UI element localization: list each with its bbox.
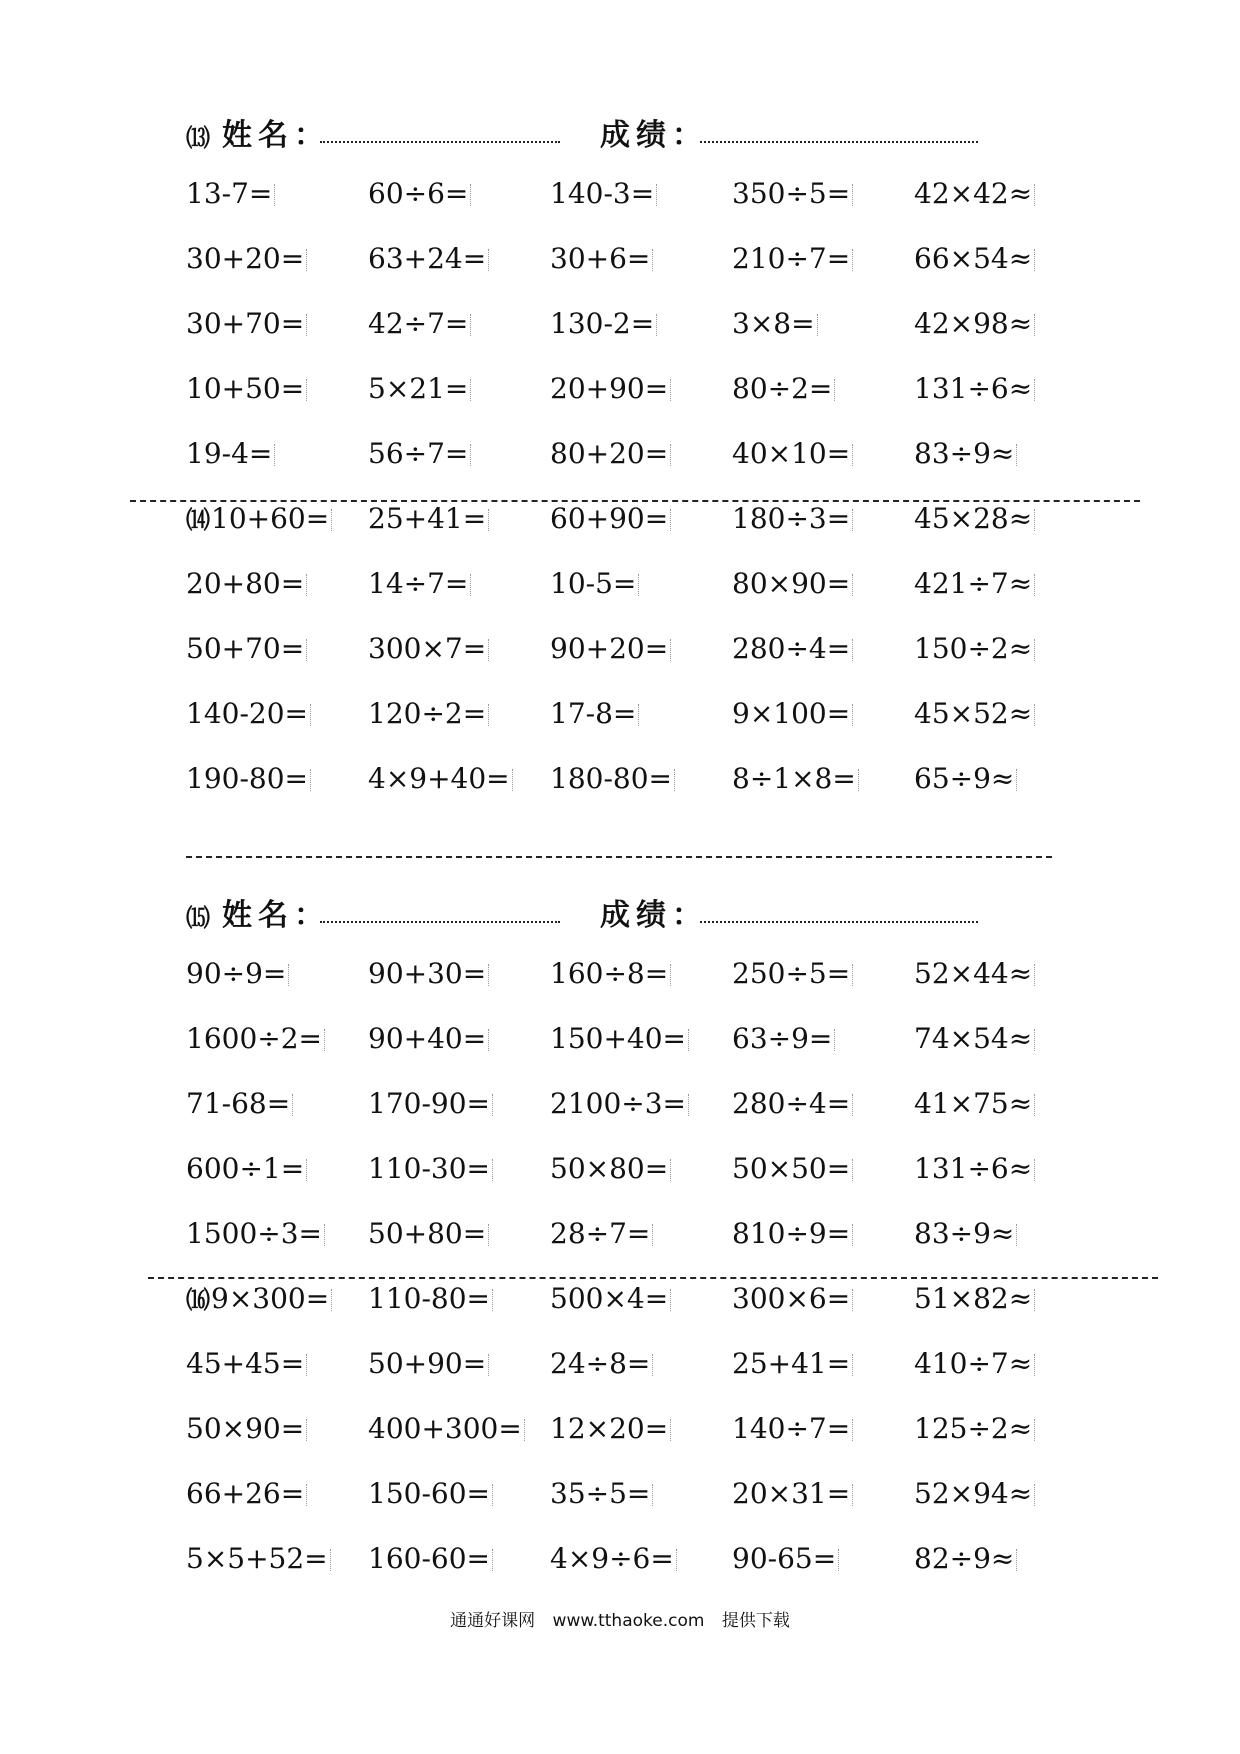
problem: 280÷4= xyxy=(732,629,856,669)
problem-row xyxy=(186,174,1086,214)
problem: 40×10= xyxy=(732,434,856,474)
problem-row xyxy=(186,434,1086,474)
problem: 10-5= xyxy=(550,564,642,604)
problem-row xyxy=(186,759,1086,799)
problem: 250÷5= xyxy=(732,954,856,994)
problem-row xyxy=(186,239,1086,279)
problem: 400+300= xyxy=(368,1409,528,1449)
problem xyxy=(186,499,335,540)
problem: 41×75≈ xyxy=(914,1084,1038,1124)
name-label: 姓名： xyxy=(222,898,330,933)
problem: 42÷7= xyxy=(368,304,474,344)
problem-row xyxy=(186,954,1086,994)
problem: 350÷5= xyxy=(732,174,856,214)
problem: 13-7= xyxy=(186,174,278,214)
problem: 24÷8= xyxy=(550,1344,656,1384)
problem: 50+80= xyxy=(368,1214,492,1254)
problem xyxy=(186,1279,335,1320)
problem: 50×80= xyxy=(550,1149,674,1189)
problem: 150-60= xyxy=(368,1474,496,1514)
problem: 56÷7= xyxy=(368,434,474,474)
problem: 25+41= xyxy=(732,1344,856,1384)
problem: 810÷9= xyxy=(732,1214,856,1254)
name-blank-line[interactable] xyxy=(320,921,560,923)
problem: 5×21= xyxy=(368,369,474,409)
footer-suffix: 提供下载 xyxy=(721,1611,790,1631)
problem: 130-2= xyxy=(550,304,660,344)
sheet-number: ⒂ xyxy=(186,903,210,932)
problem: 20+80= xyxy=(186,564,310,604)
section-divider xyxy=(186,856,1052,858)
problem: 63÷9= xyxy=(732,1019,838,1059)
problem: 90-65= xyxy=(732,1539,842,1579)
problem: 500×4= xyxy=(550,1279,674,1319)
score-label: 成绩： xyxy=(600,118,708,153)
problem: 150÷2≈ xyxy=(914,629,1038,669)
footer xyxy=(0,1606,1240,1631)
problem: 140-20= xyxy=(186,694,314,734)
problem: 14÷7= xyxy=(368,564,474,604)
problem: 65÷9≈ xyxy=(914,759,1020,799)
problem: 50+70= xyxy=(186,629,310,669)
problem: 42×98≈ xyxy=(914,304,1038,344)
problem: 125÷2≈ xyxy=(914,1409,1038,1449)
problem: 170-90= xyxy=(368,1084,496,1124)
problem: 83÷9≈ xyxy=(914,434,1020,474)
score-label: 成绩： xyxy=(600,898,708,933)
name-blank-line[interactable] xyxy=(320,141,560,143)
problem: 30+70= xyxy=(186,304,310,344)
problem: 30+20= xyxy=(186,239,310,279)
problem: 4×9+40= xyxy=(368,759,516,799)
problem-text: 10+60= xyxy=(211,502,330,535)
problem: 74×54≈ xyxy=(914,1019,1038,1059)
problem: 71-68= xyxy=(186,1084,296,1124)
problem: 80÷2= xyxy=(732,369,838,409)
problem: 28÷7= xyxy=(550,1214,656,1254)
problem: 110-80= xyxy=(368,1279,496,1319)
sheet-number: ⒃ xyxy=(186,1285,210,1314)
problem: 52×44≈ xyxy=(914,954,1038,994)
problem-row xyxy=(186,1344,1086,1384)
problem: 17-8= xyxy=(550,694,642,734)
problem: 80+20= xyxy=(550,434,674,474)
problem: 63+24= xyxy=(368,239,492,279)
problem: 120÷2= xyxy=(368,694,492,734)
problem: 4×9÷6= xyxy=(550,1539,680,1579)
sheet-15-header xyxy=(186,890,1086,940)
score-blank-line[interactable] xyxy=(700,141,978,143)
problem-row xyxy=(186,694,1086,734)
score-blank-line[interactable] xyxy=(700,921,978,923)
problem-row xyxy=(186,1279,1086,1319)
problem-row xyxy=(186,369,1086,409)
problem: 35÷5= xyxy=(550,1474,656,1514)
problem-row xyxy=(186,1214,1086,1254)
problem-row xyxy=(186,1409,1086,1449)
footer-url-link[interactable]: www.tthaoke.com xyxy=(552,1611,705,1631)
problem: 300×7= xyxy=(368,629,492,669)
problem: 80×90= xyxy=(732,564,856,604)
problem: 82÷9≈ xyxy=(914,1539,1020,1579)
problem: 150+40= xyxy=(550,1019,692,1059)
problem-row xyxy=(186,304,1086,344)
problem: 51×82≈ xyxy=(914,1279,1038,1319)
problem: 90+20= xyxy=(550,629,674,669)
problem: 50×50= xyxy=(732,1149,856,1189)
sheet-number: ⒀ xyxy=(186,123,210,152)
problem: 60÷6= xyxy=(368,174,474,214)
problem: 3×8= xyxy=(732,304,821,344)
problem: 90+30= xyxy=(368,954,492,994)
sheet-number: ⒁ xyxy=(186,505,210,534)
problem-row xyxy=(186,629,1086,669)
footer-site-name: 通通好课网 xyxy=(450,1611,536,1631)
problem: 160÷8= xyxy=(550,954,674,994)
problem-row xyxy=(186,1084,1086,1124)
problem: 180-80= xyxy=(550,759,678,799)
problem: 25+41= xyxy=(368,499,492,539)
problem-row xyxy=(186,1539,1086,1579)
problem: 210÷7= xyxy=(732,239,856,279)
problem: 280÷4= xyxy=(732,1084,856,1124)
problem-row xyxy=(186,1149,1086,1189)
problem: 9×100= xyxy=(732,694,856,734)
problem: 110-30= xyxy=(368,1149,496,1189)
problem: 180÷3= xyxy=(732,499,856,539)
problem: 60+90= xyxy=(550,499,674,539)
problem: 66×54≈ xyxy=(914,239,1038,279)
problem: 45×52≈ xyxy=(914,694,1038,734)
name-label: 姓名： xyxy=(222,118,330,153)
problem: 190-80= xyxy=(186,759,314,799)
problem: 90+40= xyxy=(368,1019,492,1059)
problem-row xyxy=(186,499,1086,539)
problem: 160-60= xyxy=(368,1539,496,1579)
problem: 12×20= xyxy=(550,1409,674,1449)
problem-row xyxy=(186,1019,1086,1059)
sheet-13-header xyxy=(186,110,1086,160)
problem: 45×28≈ xyxy=(914,499,1038,539)
problem: 19-4= xyxy=(186,434,278,474)
problem: 8÷1×8= xyxy=(732,759,862,799)
problem: 50×90= xyxy=(186,1409,310,1449)
problem: 140÷7= xyxy=(732,1409,856,1449)
problem: 90÷9= xyxy=(186,954,292,994)
problem: 50+90= xyxy=(368,1344,492,1384)
problem: 5×5+52= xyxy=(186,1539,334,1579)
problem: 10+50= xyxy=(186,369,310,409)
problem: 140-3= xyxy=(550,174,660,214)
problem: 410÷7≈ xyxy=(914,1344,1038,1384)
problem-row xyxy=(186,564,1086,604)
problem: 52×94≈ xyxy=(914,1474,1038,1514)
problem: 421÷7≈ xyxy=(914,564,1038,604)
problem: 45+45= xyxy=(186,1344,310,1384)
problem: 20×31= xyxy=(732,1474,856,1514)
problem: 131÷6≈ xyxy=(914,1149,1038,1189)
problem: 42×42≈ xyxy=(914,174,1038,214)
problem-row xyxy=(186,1474,1086,1514)
problem: 1500÷3= xyxy=(186,1214,328,1254)
problem: 83÷9≈ xyxy=(914,1214,1020,1254)
problem: 131÷6≈ xyxy=(914,369,1038,409)
problem: 600÷1= xyxy=(186,1149,310,1189)
problem: 30+6= xyxy=(550,239,656,279)
problem: 20+90= xyxy=(550,369,674,409)
problem: 1600÷2= xyxy=(186,1019,328,1059)
problem-text: 9×300= xyxy=(211,1282,330,1315)
problem: 2100÷3= xyxy=(550,1084,692,1124)
problem: 66+26= xyxy=(186,1474,310,1514)
problem: 300×6= xyxy=(732,1279,856,1319)
